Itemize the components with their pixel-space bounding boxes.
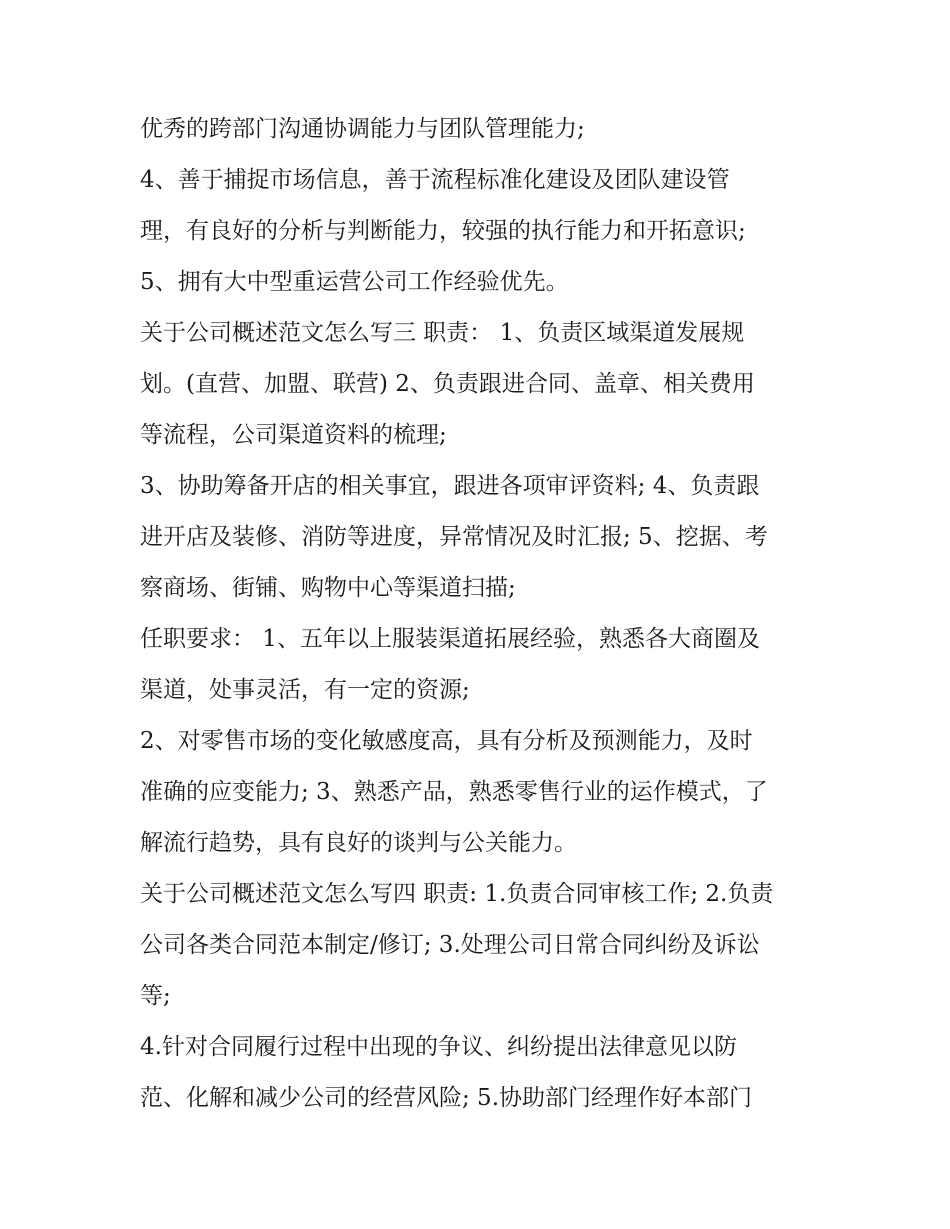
text-line: 5、拥有大中型重运营公司工作经验优先。	[140, 269, 569, 295]
text-line: 理，有良好的分析与判断能力，较强的执行能力和开拓意识;	[140, 218, 746, 244]
text-line: 等流程，公司渠道资料的梳理;	[140, 422, 447, 448]
text-line: 优秀的跨部门沟通协调能力与团队管理能力;	[140, 116, 585, 142]
text-line: 关于公司概述范文怎么写四 职责: 1.负责合同审核工作; 2.负责	[140, 881, 774, 907]
text-line: 公司各类合同范本制定/修订; 3.处理公司日常合同纠纷及诉讼	[140, 932, 760, 958]
text-line: 任职要求： 1、五年以上服装渠道拓展经验，熟悉各大商圈及	[140, 626, 760, 652]
text-line: 范、化解和减少公司的经营风险; 5.协助部门经理作好本部门	[140, 1085, 753, 1111]
text-line: 3、协助筹备开店的相关事宜，跟进各项审评资料; 4、负责跟	[140, 473, 760, 499]
text-line: 准确的应变能力; 3、熟悉产品，熟悉零售行业的运作模式，了	[140, 779, 768, 805]
text-line: 解流行趋势，具有良好的谈判与公关能力。	[140, 830, 577, 856]
text-line: 2、对零售市场的变化敏感度高，具有分析及预测能力，及时	[140, 728, 753, 754]
text-line: 察商场、街铺、购物中心等渠道扫描;	[140, 575, 516, 601]
document-body	[140, 104, 820, 1124]
text-line: 关于公司概述范文怎么写三 职责： 1、负责区域渠道发展规	[140, 320, 745, 346]
text-line: 渠道，处事灵活，有一定的资源;	[140, 677, 470, 703]
text-line: 划。(直营、加盟、联营) 2、负责跟进合同、盖章、相关费用	[140, 371, 755, 397]
text-line: 进开店及装修、消防等进度，异常情况及时汇报; 5、挖据、考	[140, 524, 768, 550]
text-line: 4、善于捕捉市场信息，善于流程标准化建设及团队建设管	[140, 167, 730, 193]
text-line: 等;	[140, 983, 171, 1009]
text-line: 4.针对合同履行过程中出现的争议、纠纷提出法律意见以防	[140, 1034, 737, 1060]
